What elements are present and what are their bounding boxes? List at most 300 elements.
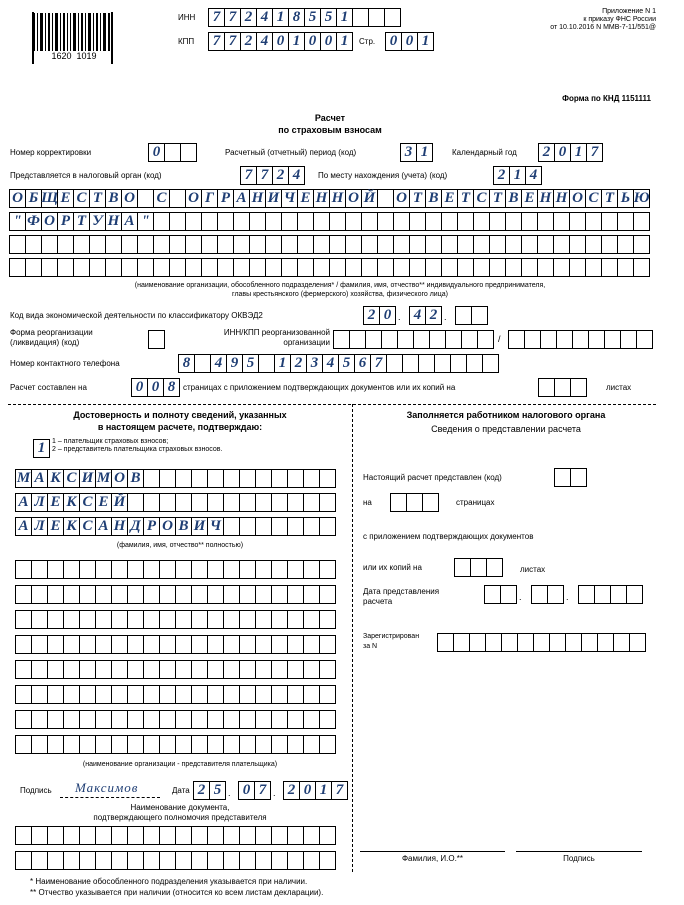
comb-cell — [175, 851, 191, 870]
comb-cell — [223, 517, 239, 536]
comb-cell — [207, 610, 223, 629]
comb-cell — [505, 235, 521, 254]
comb-cell — [271, 635, 287, 654]
page-number-field[interactable] — [385, 32, 434, 51]
pages-field[interactable] — [131, 378, 180, 397]
rep-org-row-4[interactable] — [15, 635, 336, 654]
comb-cell — [569, 212, 585, 231]
comb-cell — [15, 851, 31, 870]
comb-cell — [73, 258, 89, 277]
comb-cell — [127, 660, 143, 679]
comb-cell — [47, 610, 63, 629]
doc-row-1[interactable] — [15, 826, 336, 845]
confirm-heading-2: в настоящем расчете, подтверждаю: — [97, 422, 263, 432]
comb-cell: Е — [47, 493, 63, 512]
rep-org-row-1[interactable] — [15, 560, 336, 579]
comb-cell — [159, 560, 175, 579]
comb-cell — [319, 735, 336, 754]
tax-authority-field[interactable] — [240, 166, 305, 185]
org-name-row-2[interactable] — [9, 212, 650, 231]
comb-cell: Е — [57, 189, 73, 208]
comb-cell: О — [159, 517, 175, 536]
comb-cell — [556, 330, 572, 349]
comb-cell: 2 — [240, 32, 256, 51]
comb-cell — [63, 660, 79, 679]
rep-org-row-3[interactable] — [15, 610, 336, 629]
comb-cell: 1 — [336, 8, 352, 27]
comb-cell: О — [111, 469, 127, 488]
date-label: Дата — [172, 786, 190, 795]
comb-cell — [153, 258, 169, 277]
comb-cell — [239, 685, 255, 704]
surname-field[interactable] — [15, 469, 336, 488]
comb-cell — [191, 735, 207, 754]
comb-cell — [143, 710, 159, 729]
comb-cell: Н — [553, 189, 569, 208]
comb-cell: " — [137, 212, 153, 231]
fio-label: Фамилия, И.О.** — [401, 854, 464, 863]
comb-cell — [159, 635, 175, 654]
signer-options — [52, 438, 222, 454]
comb-cell — [537, 212, 553, 231]
comb-cell — [505, 212, 521, 231]
rep-org-row-7[interactable] — [15, 710, 336, 729]
comb-cell — [281, 212, 297, 231]
comb-cell: А — [121, 212, 137, 231]
comb-cell — [159, 851, 175, 870]
registration-number-field[interactable] — [437, 633, 646, 652]
comb-cell — [194, 354, 210, 373]
comb-cell: 1 — [417, 32, 434, 51]
comb-cell — [95, 585, 111, 604]
comb-cell: Н — [537, 189, 553, 208]
rep-org-row-8[interactable] — [15, 735, 336, 754]
comb-cell — [185, 235, 201, 254]
comb-cell — [95, 610, 111, 629]
comb-cell: Р — [143, 517, 159, 536]
okved-label: Код вида экономической деятельности по классификатору ОКВЭД2 — [10, 311, 263, 320]
comb-cell — [601, 212, 617, 231]
comb-cell: 2 — [538, 143, 554, 162]
signature: Максимов — [75, 780, 139, 795]
comb-cell: Й — [361, 189, 377, 208]
comb-cell — [255, 635, 271, 654]
comb-cell — [409, 258, 425, 277]
comb-cell — [105, 235, 121, 254]
comb-cell — [547, 585, 564, 604]
comb-cell — [457, 212, 473, 231]
comb-cell — [79, 685, 95, 704]
comb-cell — [175, 469, 191, 488]
comb-cell — [570, 378, 587, 397]
comb-cell — [159, 685, 175, 704]
first-name-field[interactable] — [15, 493, 336, 512]
okved-dot-1: . — [398, 312, 401, 322]
comb-cell — [287, 585, 303, 604]
comb-cell — [303, 560, 319, 579]
comb-cell: С — [79, 493, 95, 512]
comb-cell — [159, 610, 175, 629]
reorg-inn-field[interactable] — [333, 330, 494, 349]
comb-cell: 2 — [425, 306, 442, 325]
comb-cell: 4 — [322, 354, 338, 373]
comb-cell: Ф — [25, 212, 41, 231]
comb-cell: 2 — [283, 781, 299, 800]
comb-cell — [175, 610, 191, 629]
comb-cell — [31, 851, 47, 870]
comb-cell — [175, 826, 191, 845]
comb-cell — [617, 212, 633, 231]
section-divider — [8, 404, 656, 405]
comb-cell — [239, 735, 255, 754]
phone-field[interactable] — [178, 354, 499, 373]
comb-cell — [223, 660, 239, 679]
footnote-2: ** Отчество указывается при наличии (относится ко всем листам декларации). — [30, 888, 324, 897]
comb-cell — [585, 258, 601, 277]
comb-cell — [633, 212, 650, 231]
comb-cell — [191, 635, 207, 654]
comb-cell: С — [63, 469, 79, 488]
signer-code-field[interactable] — [33, 439, 50, 458]
comb-cell: А — [95, 517, 111, 536]
pages-label-suffix: листах — [606, 383, 632, 392]
comb-cell — [626, 585, 643, 604]
comb-cell: Й — [111, 493, 127, 512]
location-field[interactable] — [493, 166, 542, 185]
comb-cell — [461, 330, 477, 349]
comb-cell — [9, 258, 25, 277]
comb-cell: Ч — [281, 189, 297, 208]
inspector-pages-field[interactable] — [390, 493, 439, 512]
comb-cell — [191, 826, 207, 845]
comb-cell — [287, 685, 303, 704]
comb-cell — [287, 493, 303, 512]
comb-cell — [111, 851, 127, 870]
comb-cell — [425, 258, 441, 277]
submitted-label: Настоящий расчет представлен (код) — [363, 473, 502, 482]
comb-cell — [137, 258, 153, 277]
comb-cell: Т — [457, 189, 473, 208]
comb-cell — [437, 633, 453, 652]
comb-cell — [239, 826, 255, 845]
comb-cell — [319, 660, 336, 679]
submitted-code-field[interactable] — [554, 468, 587, 487]
year-field[interactable] — [538, 143, 603, 162]
comb-cell — [368, 8, 384, 27]
comb-cell — [148, 330, 165, 349]
comb-cell: 2 — [363, 306, 379, 325]
comb-cell — [223, 469, 239, 488]
comb-cell — [345, 212, 361, 231]
comb-cell — [303, 660, 319, 679]
comb-cell — [553, 212, 569, 231]
comb-cell — [191, 493, 207, 512]
comb-cell — [111, 560, 127, 579]
comb-cell: Т — [73, 212, 89, 231]
submission-day-field[interactable] — [484, 585, 517, 604]
comb-cell — [489, 258, 505, 277]
comb-cell — [207, 585, 223, 604]
rep-org-row-6[interactable] — [15, 685, 336, 704]
comb-cell — [303, 517, 319, 536]
comb-cell — [223, 493, 239, 512]
comb-cell — [201, 235, 217, 254]
comb-cell — [303, 635, 319, 654]
comb-cell — [473, 258, 489, 277]
comb-cell: В — [425, 189, 441, 208]
comb-cell — [255, 560, 271, 579]
comb-cell — [159, 469, 175, 488]
comb-cell — [484, 585, 500, 604]
comb-cell — [143, 660, 159, 679]
comb-cell — [319, 610, 336, 629]
submission-year-field[interactable] — [578, 585, 643, 604]
comb-cell — [409, 235, 425, 254]
comb-cell — [319, 826, 336, 845]
inn-field[interactable] — [208, 8, 401, 27]
comb-cell: 0 — [304, 32, 320, 51]
comb-cell — [508, 330, 524, 349]
comb-cell — [521, 212, 537, 231]
comb-cell — [169, 189, 185, 208]
comb-cell — [95, 826, 111, 845]
comb-cell — [79, 585, 95, 604]
comb-cell: 2 — [240, 8, 256, 27]
comb-cell — [422, 493, 439, 512]
comb-cell — [223, 735, 239, 754]
comb-cell — [47, 660, 63, 679]
patronymic-field[interactable] — [15, 517, 336, 536]
comb-cell — [429, 330, 445, 349]
comb-cell — [457, 235, 473, 254]
comb-cell — [175, 635, 191, 654]
comb-cell — [620, 330, 636, 349]
comb-cell — [9, 235, 25, 254]
comb-cell — [393, 235, 409, 254]
comb-cell — [223, 635, 239, 654]
correction-field[interactable] — [148, 143, 197, 162]
comb-cell — [57, 258, 73, 277]
appendix-line-3: от 10.10.2016 N ММВ-7-11/551@ — [550, 24, 656, 31]
date-year-field[interactable] — [283, 781, 348, 800]
comb-cell: 0 — [554, 143, 570, 162]
comb-cell — [501, 633, 517, 652]
comb-cell — [361, 258, 377, 277]
comb-cell — [159, 493, 175, 512]
comb-cell — [297, 235, 313, 254]
comb-cell: 0 — [147, 378, 163, 397]
comb-cell — [450, 354, 466, 373]
comb-cell — [524, 330, 540, 349]
comb-cell — [538, 378, 554, 397]
comb-cell — [537, 235, 553, 254]
reorg-form-label-2: (ликвидация) (код) — [10, 338, 80, 347]
comb-cell — [265, 235, 281, 254]
comb-cell: М — [16, 470, 31, 486]
comb-cell — [159, 826, 175, 845]
comb-cell — [239, 635, 255, 654]
comb-cell: 5 — [209, 781, 226, 800]
comb-cell — [153, 235, 169, 254]
comb-cell: У — [89, 212, 105, 231]
comb-cell — [409, 212, 425, 231]
comb-cell — [47, 685, 63, 704]
comb-cell — [143, 585, 159, 604]
comb-cell — [217, 235, 233, 254]
org-name-row-4[interactable] — [9, 258, 650, 277]
comb-cell: 4 — [409, 306, 425, 325]
comb-cell — [239, 660, 255, 679]
comb-cell — [287, 710, 303, 729]
comb-cell — [489, 235, 505, 254]
comb-cell — [15, 560, 31, 579]
comb-cell — [111, 685, 127, 704]
comb-cell — [95, 685, 111, 704]
comb-cell — [549, 633, 565, 652]
period-field[interactable] — [400, 143, 433, 162]
submission-dot-2: . — [566, 592, 569, 602]
comb-cell — [255, 660, 271, 679]
comb-cell: " — [9, 212, 25, 231]
comb-cell — [191, 610, 207, 629]
comb-cell: 0 — [385, 32, 401, 51]
inspector-sheets-field[interactable] — [454, 558, 503, 577]
submission-date-label — [363, 587, 439, 607]
comb-cell: 7 — [331, 781, 348, 800]
submission-date-label-1: Дата представления — [363, 587, 440, 596]
comb-cell — [319, 635, 336, 654]
comb-cell — [191, 851, 207, 870]
comb-cell: 0 — [148, 143, 164, 162]
comb-cell — [255, 710, 271, 729]
comb-cell: И — [191, 517, 207, 536]
comb-cell — [175, 493, 191, 512]
org-name-caption-1: (наименование организации, обособленного подразделения* / фамилия, имя, отчество** индивидуального предпринимателя, — [134, 282, 546, 289]
comb-cell — [633, 258, 650, 277]
okved-part-1[interactable] — [363, 306, 396, 325]
comb-cell: Е — [521, 189, 537, 208]
comb-cell — [505, 258, 521, 277]
footnote-1: * Наименование обособленного подразделения указывается при наличии. — [30, 877, 308, 886]
comb-cell — [239, 585, 255, 604]
comb-cell — [434, 354, 450, 373]
comb-cell — [127, 610, 143, 629]
rep-org-row-5[interactable] — [15, 660, 336, 679]
comb-cell — [175, 560, 191, 579]
attach-label: с приложением подтверждающих документов — [363, 532, 534, 541]
inspector-sign-label: Подпись — [563, 854, 595, 863]
date-month-field[interactable] — [238, 781, 271, 800]
comb-cell — [601, 235, 617, 254]
comb-cell: Н — [105, 212, 121, 231]
comb-cell: И — [265, 189, 281, 208]
comb-cell — [223, 685, 239, 704]
comb-cell — [217, 258, 233, 277]
comb-cell — [390, 493, 406, 512]
org-name-row-1[interactable] — [9, 189, 650, 208]
reorg-form-field[interactable] — [148, 330, 165, 349]
comb-cell — [303, 585, 319, 604]
comb-cell — [127, 735, 143, 754]
comb-cell — [255, 517, 271, 536]
comb-cell — [207, 826, 223, 845]
doc-row-2[interactable] — [15, 851, 336, 870]
comb-cell — [127, 685, 143, 704]
submission-month-field[interactable] — [531, 585, 564, 604]
comb-cell — [303, 610, 319, 629]
comb-cell: С — [79, 517, 95, 536]
comb-cell — [15, 735, 31, 754]
comb-cell — [313, 258, 329, 277]
form-title — [230, 112, 430, 136]
doc-caption — [40, 803, 320, 823]
comb-cell — [207, 469, 223, 488]
comb-cell — [597, 633, 613, 652]
comb-cell — [15, 585, 31, 604]
comb-cell: 7 — [370, 354, 386, 373]
comb-cell — [255, 826, 271, 845]
comb-cell — [249, 212, 265, 231]
appendix-line-1: Приложение N 1 — [602, 8, 656, 15]
comb-cell — [297, 212, 313, 231]
comb-cell — [47, 635, 63, 654]
comb-cell — [191, 685, 207, 704]
comb-cell — [585, 212, 601, 231]
comb-cell: 0 — [299, 781, 315, 800]
comb-cell — [319, 469, 336, 488]
comb-cell: 1 — [272, 8, 288, 27]
comb-cell — [79, 710, 95, 729]
org-name-row-3[interactable] — [9, 235, 650, 254]
comb-cell — [191, 585, 207, 604]
comb-cell — [271, 560, 287, 579]
comb-cell — [31, 685, 47, 704]
comb-cell — [15, 826, 31, 845]
form-title-line-1: Расчет — [314, 113, 346, 123]
comb-cell — [79, 610, 95, 629]
comb-cell — [31, 560, 47, 579]
comb-cell: Е — [297, 189, 313, 208]
rep-org-row-2[interactable] — [15, 585, 336, 604]
comb-cell: А — [15, 493, 31, 512]
okved-part-3[interactable] — [455, 306, 488, 325]
attachments-field[interactable] — [538, 378, 587, 397]
comb-cell — [441, 235, 457, 254]
comb-cell: К — [63, 517, 79, 536]
comb-cell: Т — [489, 189, 505, 208]
comb-cell — [223, 585, 239, 604]
comb-cell — [287, 660, 303, 679]
signer-option-1: 1 – плательщик страховых взносов; — [52, 438, 169, 445]
comb-cell: 5 — [304, 8, 320, 27]
kpp-field[interactable] — [208, 32, 353, 51]
comb-cell — [185, 258, 201, 277]
comb-cell — [457, 258, 473, 277]
comb-cell — [581, 633, 597, 652]
comb-cell — [223, 826, 239, 845]
inspector-heading: Заполняется работником налогового органа — [406, 410, 606, 420]
comb-cell — [349, 330, 365, 349]
registered-label-1: Зарегистрирован — [363, 633, 420, 640]
comb-cell: Н — [313, 189, 329, 208]
comb-cell — [111, 635, 127, 654]
comb-cell — [191, 660, 207, 679]
comb-cell — [79, 560, 95, 579]
date-day-field[interactable] — [193, 781, 226, 800]
reorg-kpp-field[interactable] — [508, 330, 653, 349]
okved-part-2[interactable] — [409, 306, 442, 325]
comb-cell — [613, 633, 629, 652]
